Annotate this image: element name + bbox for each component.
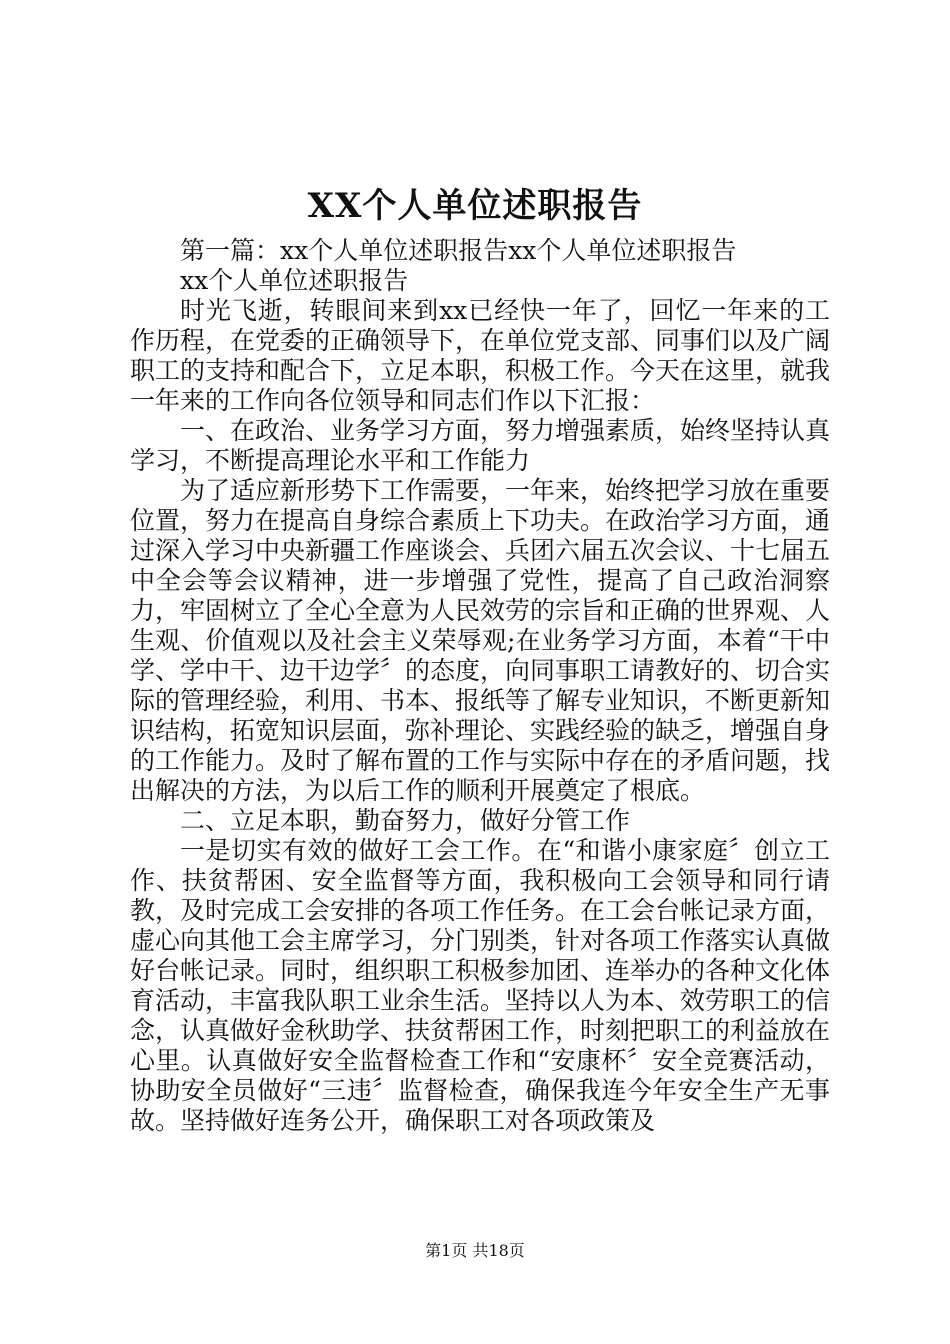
section-heading: 一、在政治、业务学习方面，努力增强素质，始终坚持认真学习，不断提高理论水平和工作能力 bbox=[130, 416, 831, 475]
document-body bbox=[130, 236, 830, 1136]
paragraph: 第一篇：xx个人单位述职报告xx个人单位述职报告 bbox=[180, 236, 737, 265]
paragraph: xx个人单位述职报告 bbox=[180, 266, 409, 295]
section-heading: 二、立足本职，勤奋努力，做好分管工作 bbox=[180, 806, 631, 835]
paragraph: 为了适应新形势下工作需要，一年来，始终把学习放在重要位置，努力在提高自身综合素质上下功夫。在政治学习方面，通过深入学习中央新疆工作座谈会、兵团六届五次会议、十七届五中全会等会议精神，进一步增强了党性，提高了自己政治洞察力，牢固树立了全心全意为人民效劳的宗旨和正确的世界观、人生观、价值观以及社会主义荣辱观;在业务学习方面，本着“干中学、学中干、边干边学〞的态度，向同事职工请教好的、切合实际的管理经验，利用、书本、报纸等了解专业知识，不断更新知识结构，拓宽知识层面，弥补理论、实践经验的缺乏，增强自身的工作能力。及时了解布置的工作与实际中存在的矛盾问题，找出解决的方法，为以后工作的顺利开展奠定了根底。 bbox=[130, 476, 831, 805]
paragraph: 时光飞逝，转眼间来到xx已经快一年了，回忆一年来的工作历程，在党委的正确领导下，在单位党支部、同事们以及广阔职工的支持和配合下，立足本职，积极工作。今天在这里，就我一年来的工作向各位领导和同志们作以下汇报： bbox=[130, 296, 831, 415]
paragraph: 一是切实有效的做好工会工作。在“和谐小康家庭〞创立工作、扶贫帮困、安全监督等方面，我积极向工会领导和同行请教，及时完成工会安排的各项工作任务。在工会台帐记录方面，虚心向其他工会主席学习，分门别类，针对各项工作落实认真做好台帐记录。同时，组织职工积极参加团、连举办的各种文化体育活动，丰富我队职工业余生活。坚持以人为本、效劳职工的信念，认真做好金秋助学、扶贫帮困工作，时刻把职工的利益放在心里。认真做好安全监督检查工作和“安康杯〞安全竞赛活动，协助安全员做好“三违〞监督检查，确保我连今年安全生产无事故。坚持做好连务公开，确保职工对各项政策及 bbox=[130, 836, 831, 1135]
page-number-footer: 第1页 共18页 bbox=[425, 1241, 525, 1260]
document-title: XX个人单位述职报告 bbox=[307, 186, 643, 226]
